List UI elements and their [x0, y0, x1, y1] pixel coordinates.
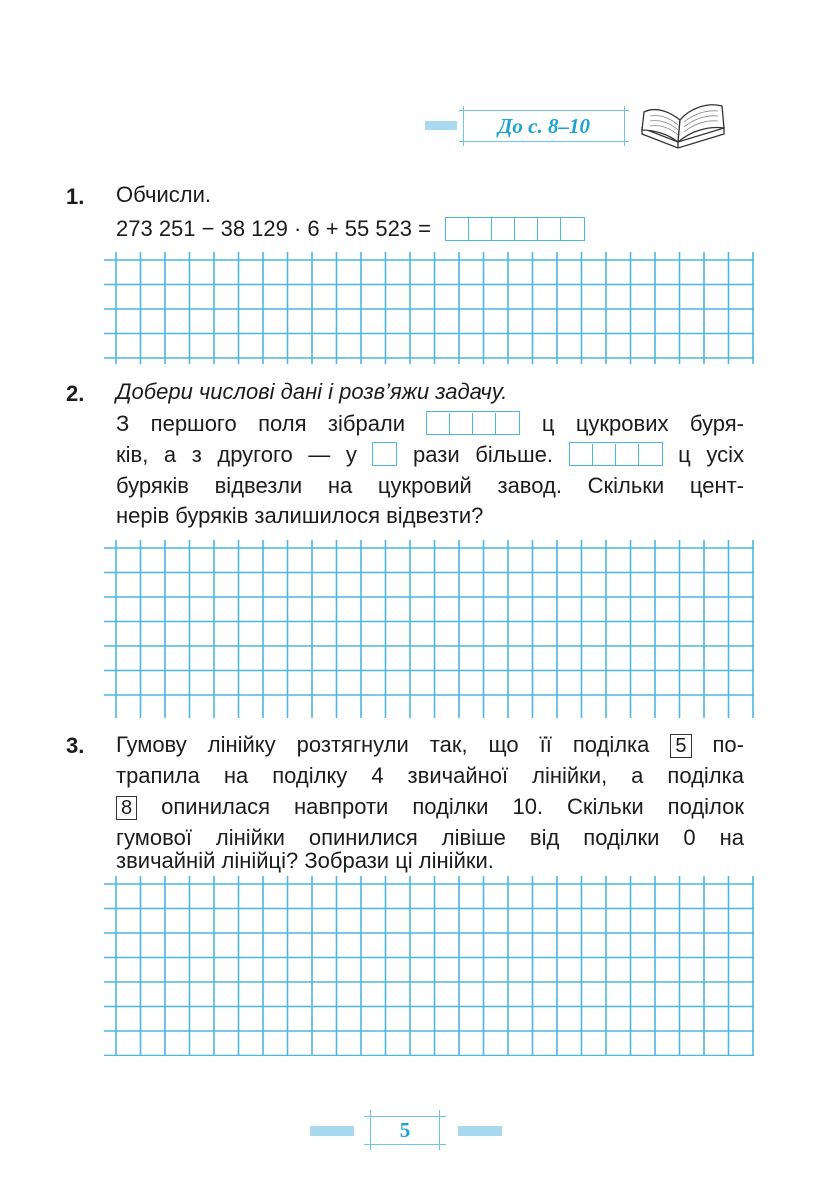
task-1-answer-cells[interactable]	[445, 217, 585, 241]
task-1-expression-row	[116, 214, 585, 244]
open-book-icon	[638, 98, 730, 150]
footer-page-tag	[364, 1110, 446, 1150]
task-3-line-2: трапила на поділку 4 звичайної лінійки, а поділка	[116, 763, 744, 788]
ruler-mark-5-box: 5	[670, 734, 691, 758]
task-2-grid[interactable]	[104, 540, 754, 718]
task-2-line-4: нерів буряків залишилося відвезти?	[116, 503, 484, 528]
task-2-line-2: ків, а з другого — у рази більше. ц усіх	[116, 442, 744, 467]
page-number: 5	[399, 1118, 411, 1142]
task-3-number: 3.	[66, 733, 85, 758]
task-2-ratio-cell[interactable]	[372, 442, 397, 466]
footer-decor-bar-right	[458, 1126, 502, 1136]
footer-decor-bar-left	[310, 1126, 354, 1136]
task-3-line-4: гумової лінійки опинилися лівіше від поділки 0 на	[116, 825, 744, 850]
task-3-line-1: Гумову лінійку розтягнули так, що її поділка 5 по-	[116, 732, 744, 757]
ruler-mark-8-box: 8	[116, 796, 137, 820]
task-2-number: 2.	[66, 381, 85, 406]
task-3-line-3: 8 опинилася навпроти поділки 10. Скільки поділок	[116, 791, 744, 822]
task-2-instruction: Добери числові дані і розв’яжи задачу.	[116, 379, 508, 404]
header-reference-label: До с. 8–10	[498, 114, 590, 138]
task-2-line-3: буряків відвезли на цукровий завод. Скільки цент-	[116, 473, 744, 498]
task-1-expression: 273 251 − 38 129 · 6 + 55 523 =	[116, 216, 431, 241]
task-3-line-5: звичайній лінійці? Зобрази ці лінійки.	[116, 848, 494, 873]
task-1-number: 1.	[66, 184, 85, 209]
task-3-grid[interactable]	[104, 876, 754, 1056]
task-1-grid[interactable]	[104, 252, 754, 364]
header-reference-tag	[459, 106, 629, 146]
task-2-field-2-cells[interactable]	[569, 442, 663, 466]
header-decor-bar	[425, 121, 457, 130]
task-2-field-1-cells[interactable]	[426, 411, 520, 435]
task-1-instruction: Обчисли.	[116, 182, 211, 207]
task-2-line-1: З першого поля зібрали ц цукрових буря-	[116, 411, 744, 436]
